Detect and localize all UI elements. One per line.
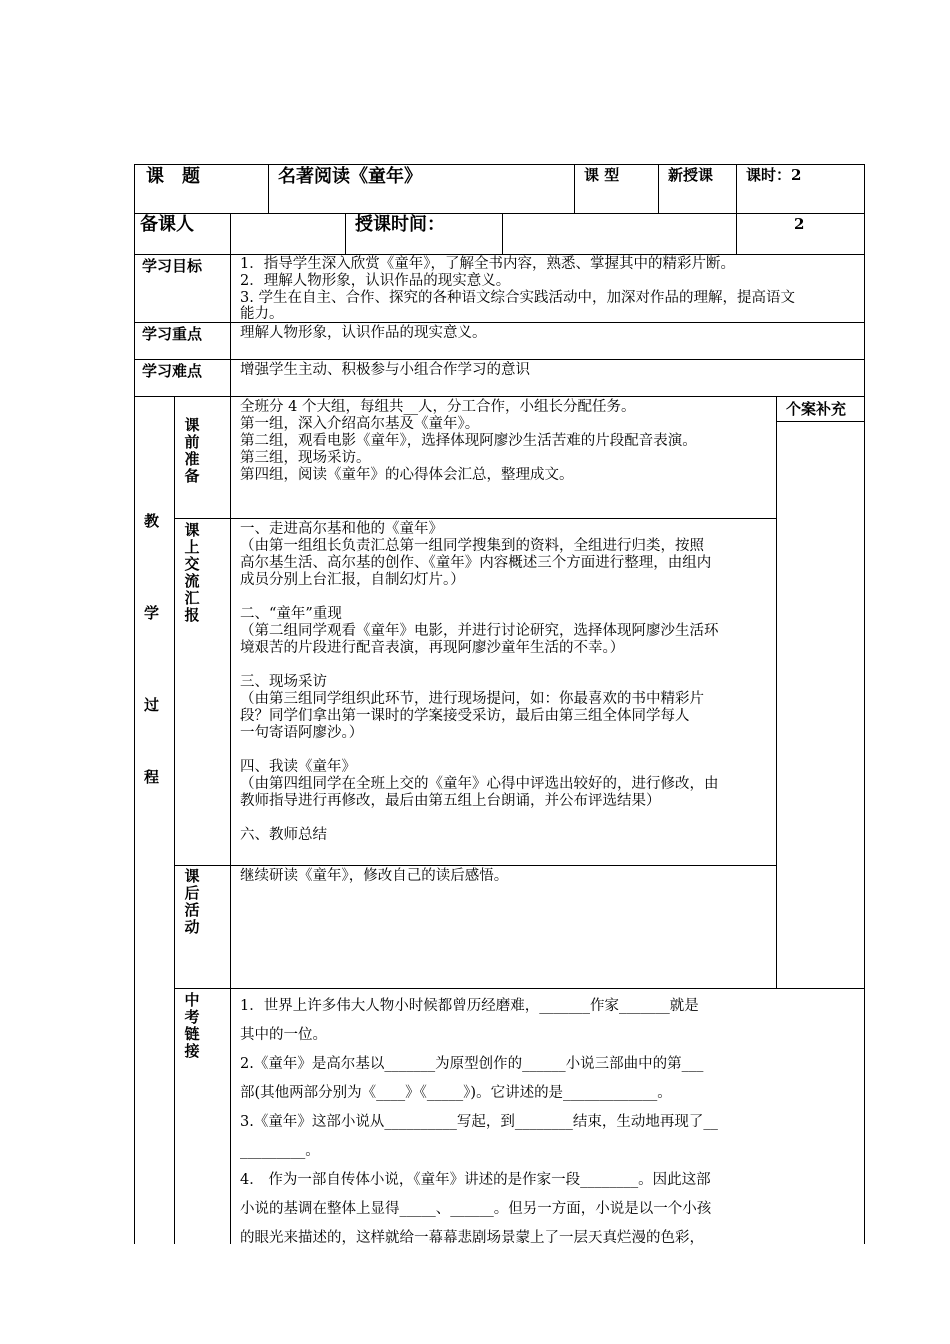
- exam-line: 小说的基调在整体上显得_____、______。但另一方面，小说是以一个小孩: [240, 1201, 712, 1217]
- exam-line: 4． 作为一部自传体小说，《童年》讲述的是作家一段________。因此这部: [240, 1172, 711, 1188]
- class-line: 二、“童年”重现: [240, 606, 342, 622]
- exam-line: 部(其他两部分别为《____》《_____》)。它讲述的是_____________。: [240, 1085, 672, 1101]
- class-line: 四、我读《童年》: [240, 759, 356, 775]
- class-line: （由第一组组长负责汇总第一组同学搜集到的资料，全组进行归类，按照: [240, 538, 704, 554]
- prep-line: 第四组，阅读《童年》的心得体会汇总，整理成文。: [240, 467, 574, 483]
- supplement-label: 个案补充: [786, 400, 847, 418]
- count-value: 2: [794, 215, 805, 233]
- col-divider: [736, 213, 737, 254]
- prep-label: 课前准备: [184, 416, 200, 485]
- row-divider: [174, 988, 865, 989]
- class-line: （由第四组同学在全班上交的《童年》心得中评选出较好的，进行修改，由: [240, 776, 719, 792]
- exam-line: 1．世界上许多伟大人物小时候都曾历经磨难，_______作家_______就是: [240, 998, 699, 1014]
- table-border-right: [864, 164, 865, 1244]
- hours-label: 课时：2: [746, 166, 802, 184]
- goals-label: 学习目标: [142, 257, 203, 275]
- exam-line: 3.《童年》这部小说从__________写起，到________结束，生动地再现了__: [240, 1114, 718, 1130]
- class-line: 三、现场采访: [240, 674, 327, 690]
- goal-line: 能力。: [240, 306, 284, 322]
- col-divider: [345, 213, 346, 254]
- col-divider: [658, 164, 659, 213]
- process-label-char: 程: [144, 768, 160, 786]
- col-divider: [230, 213, 231, 254]
- focus-label: 学习重点: [142, 325, 203, 343]
- difficulty-text: 增强学生主动、积极参与小组合作学习的意识: [240, 362, 530, 378]
- row-divider: [134, 254, 865, 255]
- after-label: 课后活动: [184, 867, 200, 936]
- process-label-char: 教: [144, 512, 160, 530]
- prep-line: 第二组，观看电影《童年》，选择体现阿廖沙生活苦难的片段配音表演。: [240, 433, 697, 449]
- col-divider: [174, 396, 175, 1244]
- row-divider: [134, 359, 865, 360]
- topic-label: 课 题: [146, 166, 200, 187]
- row-divider: [174, 865, 777, 866]
- prep-line: 第三组，现场采访。: [240, 450, 371, 466]
- exam-line: 2.《童年》是高尔基以_______为原型创作的______小说三部曲中的第___: [240, 1056, 704, 1072]
- class-line: 六、教师总结: [240, 827, 327, 843]
- col-divider: [736, 164, 737, 213]
- type-value: 新授课: [668, 166, 714, 184]
- teaching-time-label: 授课时间：: [355, 214, 445, 235]
- prep-line: 第一组，深入介绍高尔基及《童年》。: [240, 416, 480, 432]
- goal-line: 2．理解人物形象，认识作品的现实意义。: [240, 273, 511, 289]
- col-divider: [230, 254, 231, 396]
- row-divider: [134, 396, 865, 397]
- class-line: 段？同学们拿出第一课时的学案接受采访，最后由第三组全体同学每人: [240, 708, 690, 724]
- topic-value: 名著阅读《童年》: [278, 166, 422, 187]
- process-label-char: 学: [144, 604, 160, 622]
- exam-line: 其中的一位。: [240, 1027, 327, 1043]
- class-line: 境艰苦的片段进行配音表演，再现阿廖沙童年生活的不幸。）: [240, 640, 625, 656]
- row-divider: [134, 213, 865, 214]
- row-divider: [174, 518, 777, 519]
- preparer-label: 备课人: [140, 214, 194, 235]
- class-line: 高尔基生活、高尔基的创作、《童年》内容概述三个方面进行整理，由组内: [240, 555, 712, 571]
- type-label: 课 型: [584, 166, 620, 184]
- table-border-left: [134, 164, 135, 1244]
- table-border-top: [134, 164, 865, 165]
- focus-text: 理解人物形象，认识作品的现实意义。: [240, 325, 487, 341]
- prep-line: 全班分 4 个大组，每组共__人，分工合作，小组长分配任务。: [240, 399, 636, 415]
- goal-line: 1．指导学生深入欣赏《童年》，了解全书内容，熟悉、掌握其中的精彩片断。: [240, 256, 735, 272]
- class-line: 成员分别上台汇报，自制幻灯片。）: [240, 572, 465, 588]
- col-divider: [502, 213, 503, 254]
- class-line: 一句寄语阿廖沙。）: [240, 725, 364, 741]
- exam-label: 中考链接: [184, 991, 200, 1060]
- col-divider: [230, 396, 231, 1244]
- class-label: 课上交流汇报: [184, 521, 200, 624]
- class-line: （第二组同学观看《童年》电影，并进行讨论研究，选择体现阿廖沙生活环: [240, 623, 719, 639]
- col-divider: [268, 164, 269, 213]
- col-divider: [574, 164, 575, 213]
- exam-line: _________。: [240, 1143, 320, 1159]
- class-line: 一、走进高尔基和他的《童年》: [240, 521, 443, 537]
- after-text: 继续研读《童年》，修改自己的读后感悟。: [240, 868, 509, 884]
- class-line: 教师指导进行再修改，最后由第五组上台朗诵，并公布评选结果）: [240, 793, 661, 809]
- exam-line: 的眼光来描述的，这样就给一幕幕悲剧场景蒙上了一层天真烂漫的色彩，: [240, 1230, 704, 1246]
- class-line: （由第三组同学组织此环节，进行现场提问，如：你最喜欢的书中精彩片: [240, 691, 704, 707]
- process-label-char: 过: [144, 696, 160, 714]
- goal-line: 3. 学生在自主、合作、探究的各种语文综合实践活动中，加深对作品的理解，提高语文: [240, 290, 795, 306]
- col-divider: [776, 396, 777, 988]
- difficulty-label: 学习难点: [142, 362, 203, 380]
- row-divider: [776, 421, 865, 422]
